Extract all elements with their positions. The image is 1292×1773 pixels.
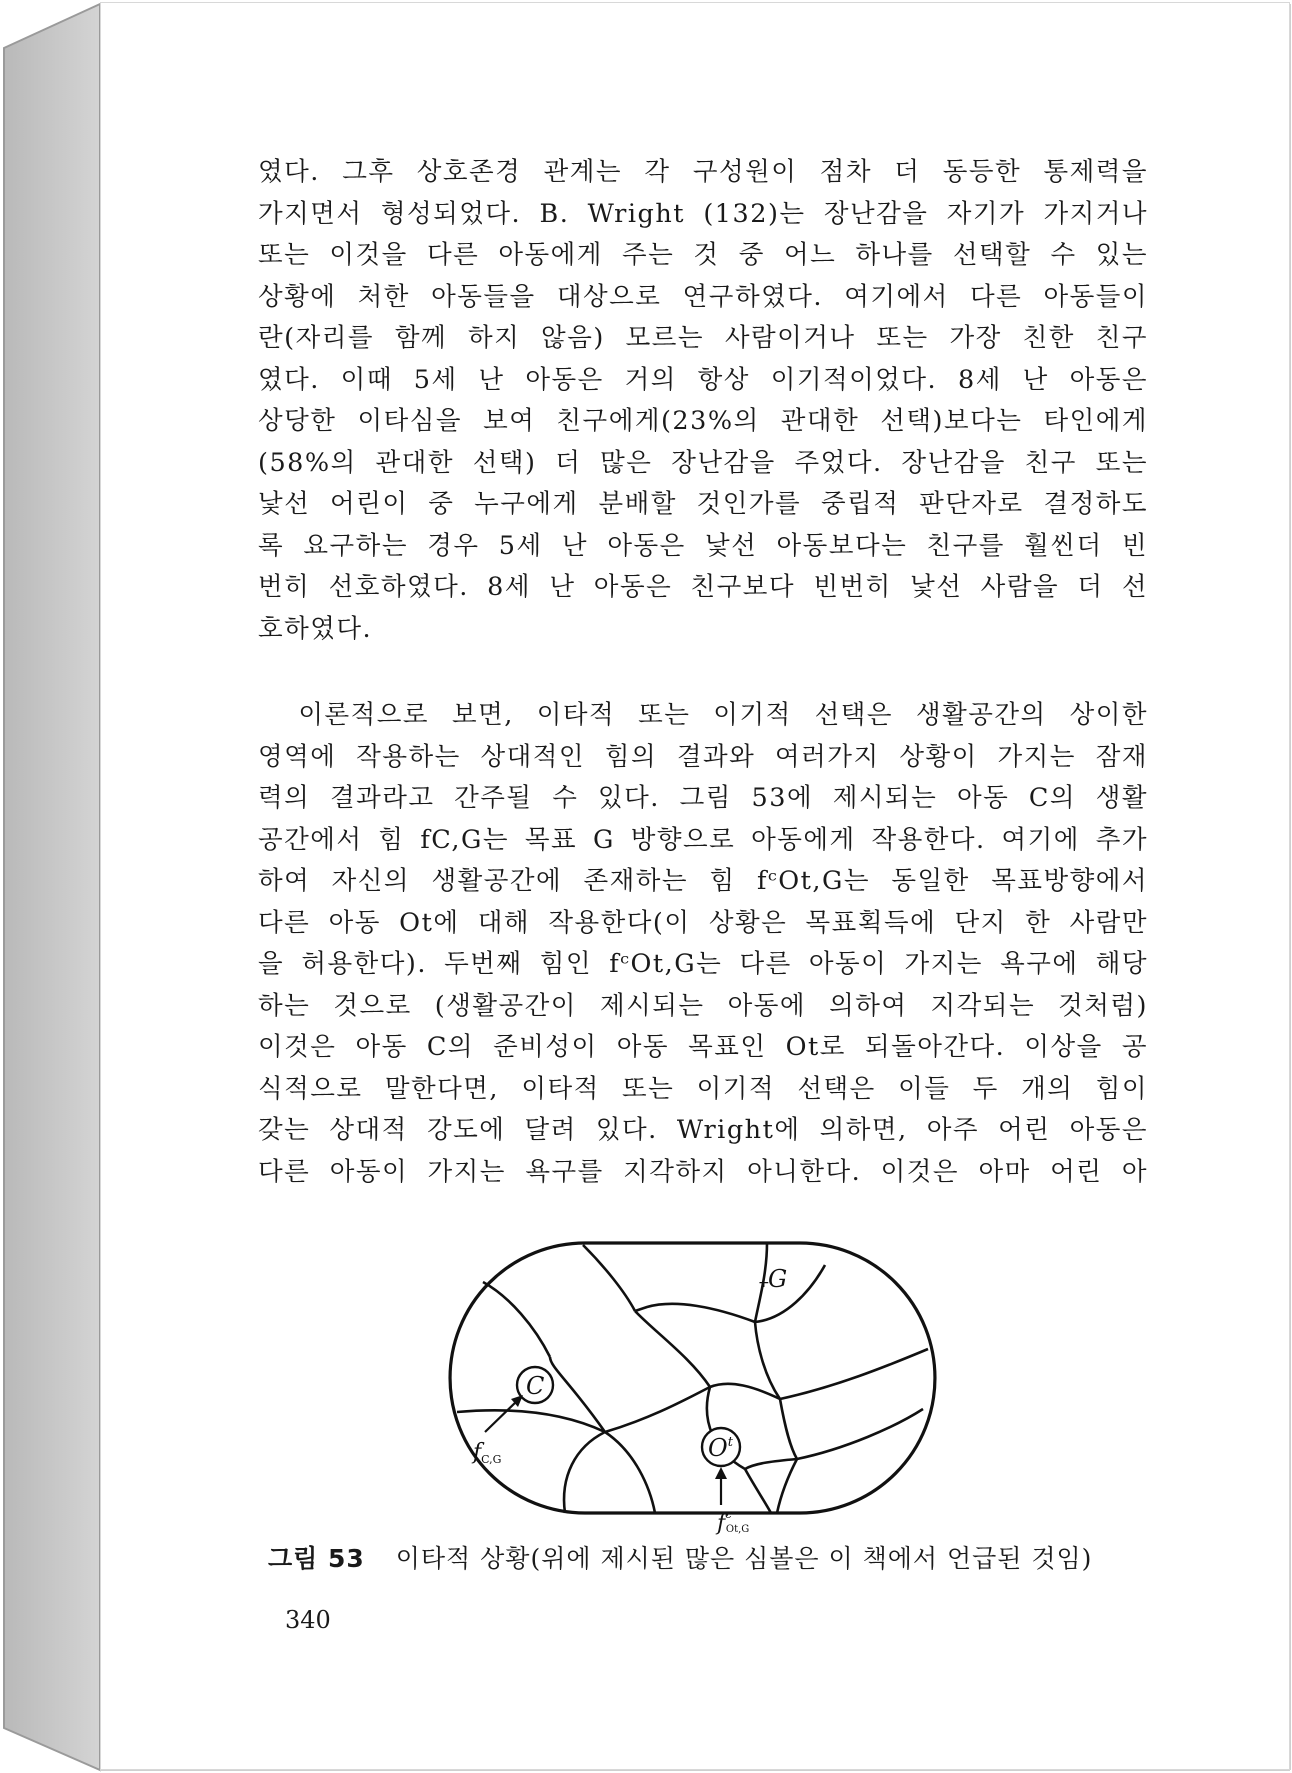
other-child-letter: O — [708, 1434, 728, 1462]
force-ot-superscript: c — [725, 1507, 732, 1521]
other-child-sup: t — [727, 1435, 733, 1450]
force-ot-symbol: f — [717, 1511, 726, 1536]
text-line: 갖는 상대적 강도에 달려 있다. Wright에 의하면, 아주 어린 아동은 — [258, 1115, 1148, 1145]
paragraph-2 — [258, 695, 1148, 1193]
text-line: 공간에서 힘 fC,G는 목표 G 방향으로 아동에게 작용한다. 여기에 추가 — [258, 824, 1148, 855]
force-c-symbol: f — [473, 1440, 482, 1465]
text-line: 을 허용한다). 두번째 힘인 fᶜOt,G는 다른 아동이 가지는 욕구에 해당 — [258, 949, 1148, 979]
force-c-subscript: C,G — [481, 1453, 502, 1466]
goal-label: G — [768, 1265, 788, 1293]
text-line: 번히 선호하였다. 8세 난 아동은 친구보다 빈번히 낯선 사람을 더 선 — [258, 572, 1148, 602]
figure-caption-text: 이타적 상황(위에 제시된 많은 심볼은 이 책에서 언급된 것임) — [395, 1544, 1093, 1573]
text-line: 였다. 이때 5세 난 아동은 거의 항상 이기적이었다. 8세 난 아동은 — [258, 364, 1148, 395]
text-line: 다른 아동 Ot에 대해 작용한다(이 상황은 목표획득에 단지 한 사람만 — [258, 907, 1148, 938]
text-line: 력의 결과라고 간주될 수 있다. 그림 53에 제시되는 아동 C의 생활 — [258, 783, 1148, 813]
text-line: 란(자리를 함께 하지 않음) 모르는 사람이거나 또는 가장 친한 친구 — [258, 323, 1148, 353]
force-ot-subscript: Ot,G — [725, 1524, 750, 1535]
text-line: 낯선 어린이 중 누구에게 분배할 것인가를 중립적 판단자로 결정하도 — [258, 489, 1148, 519]
text-line: 가지면서 형성되었다. B. Wright (132)는 장난감을 자기가 가지거나 — [258, 198, 1148, 229]
text-line: 다른 아동이 가지는 욕구를 지각하지 아니한다. 이것은 아마 어린 아 — [258, 1156, 1148, 1187]
goal-marker: + — [758, 1275, 770, 1291]
force-arrow-c — [485, 1399, 519, 1432]
text-line: 록 요구하는 경우 5세 난 아동은 낯선 아동보다는 친구를 훨씬더 빈 — [258, 530, 1148, 561]
text-line: 이것은 아동 C의 준비성이 아동 목표인 Ot로 되돌아간다. 이상을 공 — [258, 1032, 1148, 1062]
figure-caption-label: 그림 53 — [268, 1544, 365, 1573]
text-line: 상당한 이타심을 보여 친구에게(23%의 관대한 선택)보다는 타인에게 — [258, 406, 1148, 436]
text-line: 하여 자신의 생활공간에 존재하는 힘 fᶜOt,G는 동일한 목표방향에서 — [258, 866, 1148, 896]
paragraph-1 — [258, 152, 1148, 650]
text-line: 하는 것으로 (생활공간이 제시되는 아동에 의하여 지각되는 것처럼) — [258, 990, 1148, 1021]
text-line: (58%의 관대한 선택) 더 많은 장난감을 주었다. 장난감을 친구 또는 — [258, 447, 1148, 478]
life-space-figure — [455, 1237, 960, 1536]
force-ot-label — [715, 1507, 749, 1536]
force-c-label — [471, 1440, 501, 1466]
text-line: 또는 이것을 다른 아동에게 주는 것 중 어느 하나를 선택할 수 있는 — [258, 240, 1148, 270]
text-line: 식적으로 말한다면, 이타적 또는 이기적 선택은 이들 두 개의 힘이 — [258, 1073, 1148, 1104]
force-arrow-ot-head — [715, 1467, 727, 1479]
text-line: 이론적으로 보면, 이타적 또는 이기적 선택은 생활공간의 상이한 — [258, 700, 1148, 730]
text-line: 호하였다. — [258, 613, 373, 644]
text-line: 였다. 그후 상호존경 관계는 각 구성원이 점차 더 동등한 통제력을 — [258, 157, 1148, 187]
figure-caption — [268, 1539, 1148, 1575]
page-number: 340 — [285, 1606, 331, 1634]
text-line: 상황에 처한 아동들을 대상으로 연구하였다. 여기에서 다른 아동들이 — [258, 281, 1148, 312]
text-line: 영역에 작용하는 상대적인 힘의 결과와 여러가지 상황이 가지는 잠재 — [258, 741, 1148, 772]
child-c-label: C — [526, 1372, 545, 1400]
